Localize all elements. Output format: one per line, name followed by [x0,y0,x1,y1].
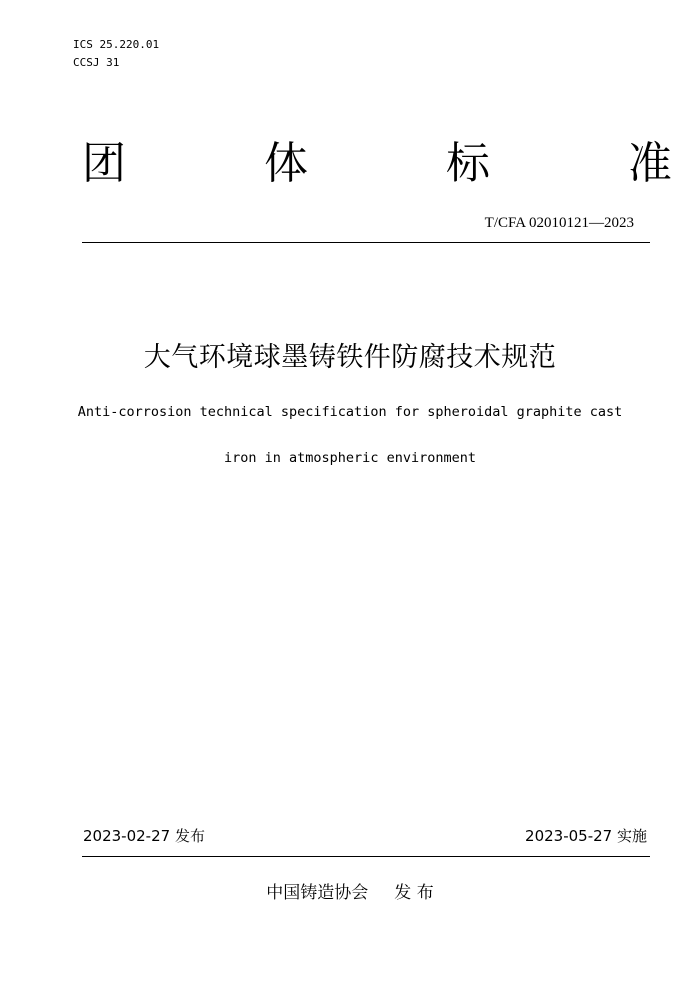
publish-date: 2023-02-27 发布 [83,827,205,845]
title-chinese: 大气环境球墨铸铁件防腐技术规范 [143,342,557,373]
ics-code: ICS 25.220.01 [73,38,160,51]
standard-number: T/CFA 02010121—2023 [484,215,634,231]
document-type-char: 体 [264,138,308,189]
implement-date: 2023-05-27 实施 [525,827,647,845]
ccs-code: CCSJ 31 [73,56,120,69]
document-type-char: 标 [446,138,490,189]
publisher-name: 中国铸造协会 [266,883,369,903]
title-english-line1: Anti-corrosion technical specification for spheroidal graphite cast [77,404,623,420]
publisher-action: 发 布 [394,883,434,903]
document-type-char: 准 [628,138,672,189]
document-type-heading [82,138,700,190]
document-type-char: 团 [82,138,126,189]
publisher-line [0,882,700,904]
header-divider [82,242,650,243]
footer-divider [82,856,650,857]
title-english-line2: iron in atmospheric environment [224,450,476,466]
